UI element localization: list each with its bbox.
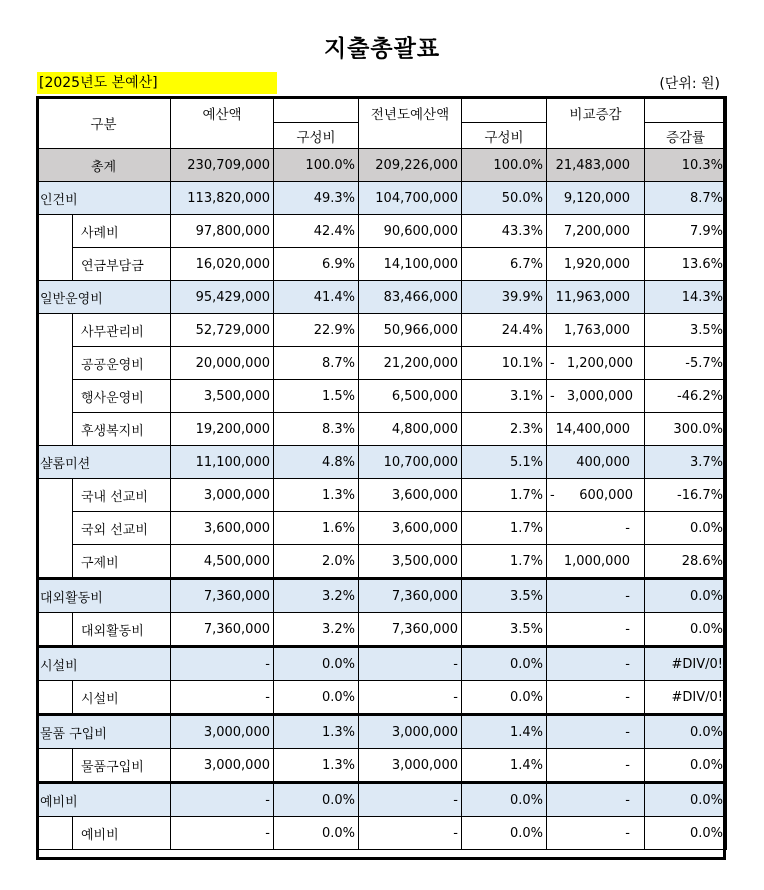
header-prev-budget: 전년도예산액	[359, 97, 462, 149]
item-row	[37, 681, 727, 715]
category-label: 시설비	[37, 647, 171, 681]
expense-summary-table	[36, 96, 727, 850]
category-label: 인건비	[37, 182, 171, 215]
prev-budget-cell: 14,100,000	[359, 248, 462, 281]
prev-budget-cell: 3,500,000	[359, 545, 462, 579]
ratio2-cell: 50.0%	[462, 182, 547, 215]
ratio1-cell: 0.0%	[274, 647, 359, 681]
item-row	[37, 380, 727, 413]
diff-cell: 7,200,000	[547, 215, 645, 248]
prev-budget-cell: 6,500,000	[359, 380, 462, 413]
diff-cell: -	[547, 512, 645, 545]
ratio2-cell: 1.4%	[462, 749, 547, 783]
item-row	[37, 479, 727, 512]
budget-cell: 230,709,000	[171, 149, 274, 182]
prev-budget-cell: -	[359, 647, 462, 681]
diff-cell: 400,000	[547, 446, 645, 479]
prev-budget-cell: 7,360,000	[359, 579, 462, 613]
prev-budget-cell: 104,700,000	[359, 182, 462, 215]
budget-cell: 3,000,000	[171, 715, 274, 749]
indent-cell	[37, 817, 73, 850]
ratio1-cell: 2.0%	[274, 545, 359, 579]
item-label: 국외 선교비	[73, 512, 171, 545]
prev-budget-cell: -	[359, 817, 462, 850]
item-label: 후생복지비	[73, 413, 171, 446]
ratio1-cell: 100.0%	[274, 149, 359, 182]
item-row	[37, 512, 727, 545]
rate-cell: 0.0%	[645, 512, 727, 545]
rate-cell: #DIV/0!	[645, 647, 727, 681]
rate-cell: 13.6%	[645, 248, 727, 281]
budget-cell: 7,360,000	[171, 579, 274, 613]
item-row	[37, 248, 727, 281]
prev-budget-cell: 83,466,000	[359, 281, 462, 314]
diff-cell: -	[547, 749, 645, 783]
budget-cell: 7,360,000	[171, 613, 274, 647]
unit-label: (단위: 원)	[659, 76, 720, 92]
indent-cell	[37, 681, 73, 715]
rate-cell: 300.0%	[645, 413, 727, 446]
total-row	[37, 149, 727, 182]
diff-cell: 14,400,000	[547, 413, 645, 446]
rate-cell: 8.7%	[645, 182, 727, 215]
budget-cell: 95,429,000	[171, 281, 274, 314]
budget-cell: 3,000,000	[171, 479, 274, 512]
diff-cell: 1,920,000	[547, 248, 645, 281]
ratio2-cell: 0.0%	[462, 783, 547, 817]
diff-value: 600,000	[579, 487, 633, 503]
prev-budget-cell: 10,700,000	[359, 446, 462, 479]
prev-budget-cell: 3,000,000	[359, 715, 462, 749]
diff-cell: 11,963,000	[547, 281, 645, 314]
ratio1-cell: 1.3%	[274, 479, 359, 512]
prev-budget-cell: 209,226,000	[359, 149, 462, 182]
ratio2-cell: 24.4%	[462, 314, 547, 347]
item-label: 연금부담금	[73, 248, 171, 281]
diff-cell: -	[547, 647, 645, 681]
ratio1-cell: 22.9%	[274, 314, 359, 347]
indent-cell	[37, 749, 73, 783]
item-label: 사례비	[73, 215, 171, 248]
ratio1-cell: 1.6%	[274, 512, 359, 545]
rate-cell: 0.0%	[645, 613, 727, 647]
diff-cell: 21,483,000	[547, 149, 645, 182]
ratio2-cell: 39.9%	[462, 281, 547, 314]
category-label: 물품 구입비	[37, 715, 171, 749]
item-label: 대외활동비	[73, 613, 171, 647]
ratio1-cell: 4.8%	[274, 446, 359, 479]
rate-cell: 3.5%	[645, 314, 727, 347]
budget-cell: 16,020,000	[171, 248, 274, 281]
rate-cell: -16.7%	[645, 479, 727, 512]
ratio2-cell: 3.5%	[462, 579, 547, 613]
item-row	[37, 545, 727, 579]
diff-cell: -	[547, 579, 645, 613]
header-category: 구분	[37, 97, 171, 149]
ratio1-cell: 1.3%	[274, 749, 359, 783]
budget-cell: 52,729,000	[171, 314, 274, 347]
item-row	[37, 817, 727, 850]
item-label: 사무관리비	[73, 314, 171, 347]
budget-cell: -	[171, 817, 274, 850]
header-diff: 비교증감	[547, 97, 645, 149]
negative-sign: -	[550, 388, 555, 404]
total-label: 총계	[37, 149, 171, 182]
item-row	[37, 347, 727, 380]
item-label: 예비비	[73, 817, 171, 850]
ratio2-cell: 0.0%	[462, 681, 547, 715]
ratio2-cell: 1.4%	[462, 715, 547, 749]
rate-cell: 0.0%	[645, 749, 727, 783]
diff-cell	[547, 347, 645, 380]
item-row	[37, 215, 727, 248]
ratio1-cell: 42.4%	[274, 215, 359, 248]
category-row	[37, 446, 727, 479]
ratio1-cell: 41.4%	[274, 281, 359, 314]
budget-cell: 19,200,000	[171, 413, 274, 446]
category-row	[37, 783, 727, 817]
budget-cell: 20,000,000	[171, 347, 274, 380]
item-label: 국내 선교비	[73, 479, 171, 512]
ratio1-cell: 1.5%	[274, 380, 359, 413]
ratio1-cell: 6.9%	[274, 248, 359, 281]
ratio2-cell: 5.1%	[462, 446, 547, 479]
budget-cell: 113,820,000	[171, 182, 274, 215]
diff-cell: 1,763,000	[547, 314, 645, 347]
rate-cell: 7.9%	[645, 215, 727, 248]
rate-cell: 0.0%	[645, 579, 727, 613]
ratio2-cell: 0.0%	[462, 817, 547, 850]
ratio1-cell: 8.3%	[274, 413, 359, 446]
year-tag: [2025년도 본예산]	[37, 72, 277, 94]
budget-cell: 3,500,000	[171, 380, 274, 413]
indent-cell	[37, 215, 73, 281]
rate-cell: 28.6%	[645, 545, 727, 579]
header-row-top	[37, 97, 727, 123]
ratio1-cell: 3.2%	[274, 579, 359, 613]
category-row	[37, 579, 727, 613]
indent-cell	[37, 479, 73, 579]
negative-sign: -	[550, 355, 555, 371]
diff-cell: -	[547, 681, 645, 715]
diff-cell	[547, 380, 645, 413]
rate-cell: 0.0%	[645, 817, 727, 850]
category-row	[37, 715, 727, 749]
prev-budget-cell: 3,600,000	[359, 479, 462, 512]
prev-budget-cell: 50,966,000	[359, 314, 462, 347]
category-row	[37, 647, 727, 681]
category-row	[37, 182, 727, 215]
diff-cell: -	[547, 817, 645, 850]
indent-cell	[37, 613, 73, 647]
rate-cell: 0.0%	[645, 715, 727, 749]
rate-cell: #DIV/0!	[645, 681, 727, 715]
ratio2-cell: 1.7%	[462, 545, 547, 579]
rate-cell: 10.3%	[645, 149, 727, 182]
rate-cell: -5.7%	[645, 347, 727, 380]
prev-budget-cell: -	[359, 783, 462, 817]
ratio2-cell: 3.1%	[462, 380, 547, 413]
item-row	[37, 314, 727, 347]
ratio1-cell: 0.0%	[274, 817, 359, 850]
item-row	[37, 413, 727, 446]
budget-cell: -	[171, 647, 274, 681]
budget-cell: 97,800,000	[171, 215, 274, 248]
ratio2-cell: 1.7%	[462, 479, 547, 512]
budget-cell: 3,600,000	[171, 512, 274, 545]
diff-cell: 9,120,000	[547, 182, 645, 215]
ratio2-cell: 2.3%	[462, 413, 547, 446]
header-budget: 예산액	[171, 97, 274, 149]
prev-budget-cell: 21,200,000	[359, 347, 462, 380]
ratio2-cell: 1.7%	[462, 512, 547, 545]
ratio1-cell: 0.0%	[274, 783, 359, 817]
rate-cell: 3.7%	[645, 446, 727, 479]
header-blank	[645, 97, 727, 123]
budget-cell: -	[171, 681, 274, 715]
header-blank	[274, 97, 359, 123]
category-row	[37, 281, 727, 314]
category-label: 샬롬미션	[37, 446, 171, 479]
ratio1-cell: 49.3%	[274, 182, 359, 215]
page-title: 지출총괄표	[323, 36, 441, 62]
header-ratio1: 구성비	[274, 123, 359, 149]
item-row	[37, 613, 727, 647]
header-ratio2: 구성비	[462, 123, 547, 149]
category-label: 예비비	[37, 783, 171, 817]
item-label: 구제비	[73, 545, 171, 579]
item-label: 행사운영비	[73, 380, 171, 413]
prev-budget-cell: 3,600,000	[359, 512, 462, 545]
ratio2-cell: 0.0%	[462, 647, 547, 681]
budget-cell: 11,100,000	[171, 446, 274, 479]
category-label: 대외활동비	[37, 579, 171, 613]
ratio2-cell: 100.0%	[462, 149, 547, 182]
ratio2-cell: 10.1%	[462, 347, 547, 380]
prev-budget-cell: -	[359, 681, 462, 715]
rate-cell: 0.0%	[645, 783, 727, 817]
diff-cell: 1,000,000	[547, 545, 645, 579]
diff-cell: -	[547, 783, 645, 817]
category-label: 일반운영비	[37, 281, 171, 314]
prev-budget-cell: 4,800,000	[359, 413, 462, 446]
item-label: 공공운영비	[73, 347, 171, 380]
ratio2-cell: 6.7%	[462, 248, 547, 281]
header-rate: 증감률	[645, 123, 727, 149]
ratio1-cell: 8.7%	[274, 347, 359, 380]
budget-cell: 4,500,000	[171, 545, 274, 579]
rate-cell: -46.2%	[645, 380, 727, 413]
item-label: 물품구입비	[73, 749, 171, 783]
header-blank	[462, 97, 547, 123]
diff-value: 1,200,000	[566, 355, 633, 371]
prev-budget-cell: 7,360,000	[359, 613, 462, 647]
ratio1-cell: 0.0%	[274, 681, 359, 715]
ratio1-cell: 3.2%	[274, 613, 359, 647]
prev-budget-cell: 90,600,000	[359, 215, 462, 248]
budget-cell: 3,000,000	[171, 749, 274, 783]
prev-budget-cell: 3,000,000	[359, 749, 462, 783]
budget-cell: -	[171, 783, 274, 817]
expense-summary-sheet	[36, 96, 726, 860]
item-row	[37, 749, 727, 783]
ratio2-cell: 43.3%	[462, 215, 547, 248]
negative-sign: -	[550, 487, 555, 503]
indent-cell	[37, 314, 73, 446]
ratio1-cell: 1.3%	[274, 715, 359, 749]
diff-value: 3,000,000	[566, 388, 633, 404]
ratio2-cell: 3.5%	[462, 613, 547, 647]
diff-cell	[547, 479, 645, 512]
rate-cell: 14.3%	[645, 281, 727, 314]
diff-cell: -	[547, 613, 645, 647]
diff-cell: -	[547, 715, 645, 749]
item-label: 시설비	[73, 681, 171, 715]
